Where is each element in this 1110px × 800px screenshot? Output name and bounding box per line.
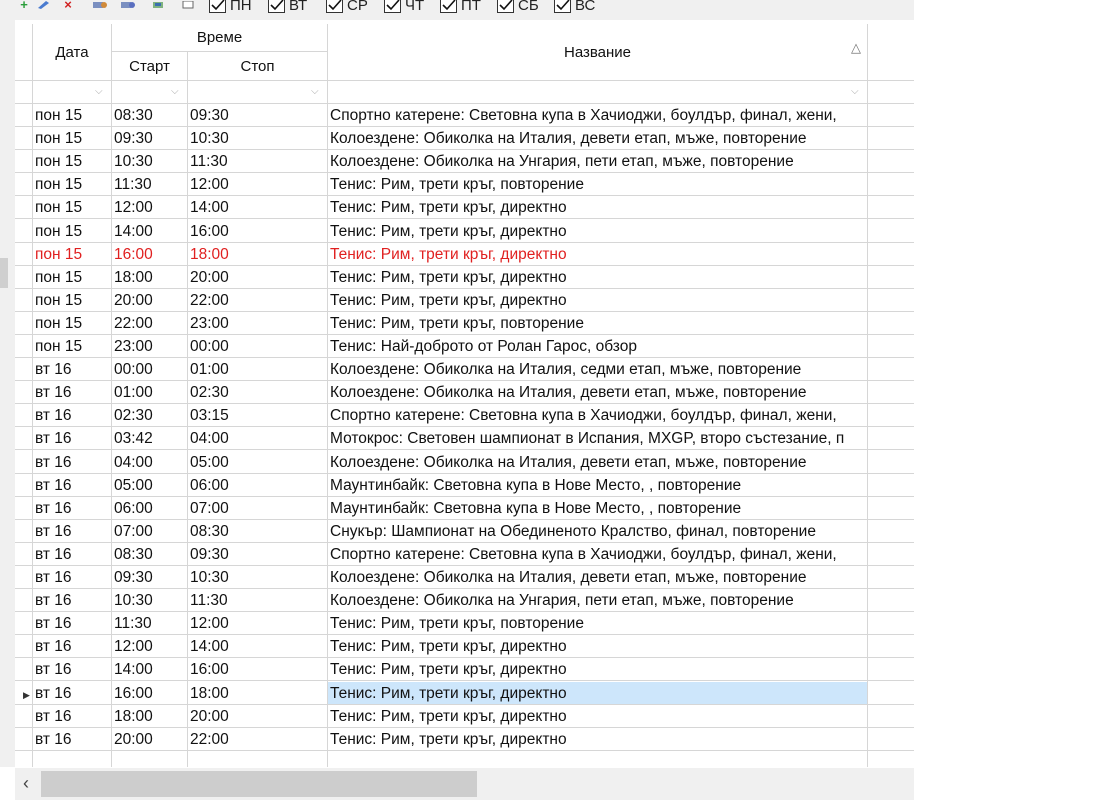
date-cell: пон 15 (35, 268, 83, 286)
stop-cell: 14:00 (190, 199, 229, 217)
start-cell: 18:00 (114, 268, 153, 286)
start-cell: 23:00 (114, 338, 153, 355)
table-row[interactable] (15, 289, 914, 312)
checkbox-checked-icon[interactable] (268, 0, 285, 13)
filter-dropdown-icon[interactable]: ⌵ (311, 86, 319, 97)
title-cell: Тенис: Рим, трети кръг, директно (330, 638, 567, 656)
title-cell: Тенис: Рим, трети кръг, повторение (330, 314, 584, 332)
title-cell: Маунтинбайк: Световна купа в Нове Место, , повторение (330, 499, 742, 517)
table-row[interactable] (15, 497, 914, 520)
title-cell: Тенис: Рим, трети кръг, директно (330, 707, 567, 725)
stop-cell: 10:30 (190, 130, 229, 148)
date-cell: вт 16 (35, 476, 72, 494)
start-cell: 16:00 (114, 245, 153, 263)
table-row[interactable] (15, 127, 914, 150)
scroll-left-icon[interactable]: ‹ (23, 773, 29, 793)
stop-cell: 16:00 (190, 222, 229, 240)
start-cell: 20:00 (114, 730, 153, 748)
title-cell: Спортно катерене: Световна купа в Хачиоджи, боулдър, финал, жени, (330, 545, 837, 563)
filter-dropdown-icon[interactable]: ⌵ (95, 86, 103, 97)
column-header-stop[interactable] (188, 52, 327, 80)
date-cell: пон 15 (35, 199, 83, 217)
date-cell: вт 16 (35, 707, 72, 725)
date-cell: пон 15 (35, 314, 83, 332)
date-cell: вт 16 (35, 545, 72, 563)
filter-dropdown-icon[interactable]: ⌵ (851, 86, 859, 97)
day-label: СР (347, 0, 368, 14)
scroll-marker (0, 258, 8, 288)
checkbox-checked-icon[interactable] (440, 0, 457, 13)
day-checkbox-fri[interactable] (440, 0, 481, 16)
refresh-icon[interactable] (150, 0, 166, 12)
title-cell: Тенис: Рим, трети кръг, директно (330, 661, 567, 679)
stop-cell: 14:00 (190, 638, 229, 656)
start-cell: 10:30 (114, 592, 153, 610)
current-row-indicator-icon: ▶ (23, 690, 30, 700)
table-row[interactable] (15, 635, 914, 658)
table-row[interactable] (15, 358, 914, 381)
date-cell: вт 16 (35, 569, 72, 586)
start-cell: 09:30 (114, 569, 153, 586)
day-checkbox-mon[interactable] (209, 0, 252, 16)
stop-cell: 06:00 (190, 476, 229, 494)
stop-cell: 02:30 (190, 384, 229, 402)
title-cell: Маунтинбайк: Световна купа в Нове Место, , повторение (330, 476, 742, 494)
date-cell: вт 16 (35, 361, 72, 379)
start-cell: 12:00 (114, 638, 153, 656)
checkbox-checked-icon[interactable] (497, 0, 514, 13)
date-cell: вт 16 (35, 499, 72, 517)
title-cell: Тенис: Рим, трети кръг, директно (330, 291, 567, 309)
date-cell: вт 16 (35, 638, 72, 656)
table-row[interactable] (15, 335, 914, 358)
table-row[interactable] (15, 196, 914, 219)
title-cell: Колоездене: Обиколка на Унгария, пети етап, мъже, повторение (330, 153, 794, 171)
stop-cell: 22:00 (190, 730, 229, 748)
start-cell: 12:00 (114, 199, 153, 217)
checkbox-checked-icon[interactable] (209, 0, 226, 13)
start-cell: 00:00 (114, 361, 153, 379)
db-icon-1[interactable] (92, 0, 108, 12)
start-cell: 18:00 (114, 707, 153, 725)
table-row[interactable] (15, 243, 914, 266)
date-cell: пон 15 (35, 176, 83, 194)
date-cell: вт 16 (35, 615, 72, 633)
edit-icon[interactable] (36, 0, 52, 12)
start-cell: 08:30 (114, 107, 153, 124)
stop-cell: 08:30 (190, 522, 229, 540)
checkbox-checked-icon[interactable] (384, 0, 401, 13)
date-cell: вт 16 (35, 522, 72, 540)
table-row[interactable] (15, 474, 914, 497)
stop-cell: 22:00 (190, 291, 229, 309)
title-cell: Тенис: Най-доброто от Ролан Гарос, обзор (330, 338, 637, 355)
stop-cell: 00:00 (190, 338, 229, 355)
date-cell: вт 16 (35, 384, 72, 402)
horizontal-scrollbar[interactable] (15, 768, 914, 800)
empty-area (914, 0, 1110, 800)
title-cell: Колоездене: Обиколка на Италия, девети етап, мъже, повторение (330, 453, 807, 471)
day-checkbox-thu[interactable] (384, 0, 424, 16)
table-row[interactable] (15, 658, 914, 681)
table-row[interactable] (15, 520, 914, 543)
date-cell: пон 15 (35, 153, 83, 171)
start-cell: 04:00 (114, 453, 153, 471)
title-cell: Тенис: Рим, трети кръг, директно (330, 245, 567, 263)
title-cell: Колоездене: Обиколка на Унгария, пети етап, мъже, повторение (330, 592, 794, 610)
table-row[interactable] (15, 427, 914, 450)
day-label: ПТ (461, 0, 481, 14)
header-group-divider (112, 51, 327, 52)
scrollbar-thumb[interactable] (41, 771, 477, 797)
day-checkbox-sat[interactable] (497, 0, 539, 16)
stop-cell: 20:00 (190, 707, 229, 725)
stop-cell: 18:00 (190, 684, 229, 702)
start-cell: 02:30 (114, 407, 153, 425)
checkbox-checked-icon[interactable] (326, 0, 343, 13)
start-cell: 14:00 (114, 661, 153, 679)
day-label: ВТ (289, 0, 308, 14)
table-row[interactable] (15, 543, 914, 566)
column-header-start[interactable] (112, 52, 187, 80)
date-cell: пон 15 (35, 107, 83, 124)
day-checkbox-sun[interactable] (554, 0, 595, 16)
day-label: ЧТ (405, 0, 425, 14)
title-cell: Тенис: Рим, трети кръг, повторение (330, 615, 584, 633)
title-cell: Тенис: Рим, трети кръг, директно (330, 268, 567, 286)
sort-ascending-icon[interactable]: △ (851, 40, 861, 55)
stop-cell: 12:00 (190, 176, 229, 194)
title-cell: Тенис: Рим, трети кръг, повторение (330, 176, 584, 194)
title-cell: Колоездене: Обиколка на Италия, девети етап, мъже, повторение (330, 384, 807, 402)
start-cell: 06:00 (114, 499, 153, 517)
date-cell: пон 15 (35, 130, 83, 148)
column-header-stop-label: Стоп (240, 57, 275, 75)
date-cell: пон 15 (35, 338, 83, 355)
stop-cell: 16:00 (190, 661, 229, 679)
date-cell: вт 16 (35, 430, 72, 448)
add-icon[interactable]: + (20, 0, 28, 12)
start-cell: 05:00 (114, 476, 153, 494)
title-cell: Тенис: Рим, трети кръг, директно (330, 199, 567, 217)
date-cell: вт 16 (35, 661, 72, 679)
schedule-grid (15, 20, 914, 767)
title-cell: Колоездене: Обиколка на Италия, девети етап, мъже, повторение (330, 130, 807, 148)
table-row[interactable] (15, 104, 914, 127)
start-cell: 01:00 (114, 384, 153, 402)
table-row[interactable] (15, 266, 914, 289)
date-cell: пон 15 (35, 245, 83, 263)
stop-cell: 09:30 (190, 107, 229, 124)
column-header-date-label: Дата (55, 43, 89, 61)
table-row[interactable] (15, 566, 914, 589)
day-checkbox-tue[interactable] (268, 0, 307, 16)
table-row[interactable] (15, 150, 914, 173)
delete-icon[interactable]: × (64, 0, 72, 12)
stop-cell: 11:30 (190, 592, 228, 610)
title-cell: Колоездене: Обиколка на Италия, девети етап, мъже, повторение (330, 569, 807, 586)
start-cell: 22:00 (114, 314, 153, 332)
document-icon[interactable] (180, 0, 196, 12)
table-row[interactable] (15, 682, 914, 705)
stop-cell: 23:00 (190, 314, 229, 332)
stop-cell: 20:00 (190, 268, 229, 286)
stop-cell: 04:00 (190, 430, 229, 448)
table-row[interactable] (15, 612, 914, 635)
start-cell: 20:00 (114, 291, 153, 309)
db-icon-2[interactable] (120, 0, 136, 12)
title-cell: Колоездене: Обиколка на Италия, седми етап, мъже, повторение (330, 361, 802, 379)
stop-cell: 10:30 (190, 569, 229, 586)
table-row[interactable] (15, 451, 914, 474)
column-header-title-label: Название (563, 43, 632, 61)
day-checkbox-wed[interactable] (326, 0, 368, 16)
table-row[interactable] (15, 312, 914, 335)
stop-cell: 18:00 (190, 245, 229, 263)
date-cell: вт 16 (35, 453, 72, 471)
start-cell: 08:30 (114, 545, 153, 563)
stop-cell: 11:30 (190, 153, 228, 171)
date-cell: вт 16 (35, 592, 72, 610)
title-cell: Тенис: Рим, трети кръг, директно (330, 684, 567, 702)
column-header-start-label: Старт (129, 57, 170, 75)
filter-dropdown-icon[interactable]: ⌵ (171, 86, 179, 97)
start-cell: 03:42 (114, 430, 153, 448)
date-cell: вт 16 (35, 730, 72, 748)
start-cell: 07:00 (114, 522, 153, 540)
table-row[interactable] (15, 173, 914, 196)
column-header-date[interactable] (33, 24, 111, 80)
table-row[interactable] (15, 728, 914, 751)
title-cell: Спортно катерене: Световна купа в Хачиоджи, боулдър, финал, жени, (330, 107, 837, 124)
table-row[interactable] (15, 705, 914, 728)
checkbox-checked-icon[interactable] (554, 0, 571, 13)
table-row[interactable] (15, 220, 914, 243)
table-row[interactable] (15, 589, 914, 612)
header-divider (15, 80, 914, 81)
day-label: ВС (575, 0, 596, 14)
left-gutter (0, 20, 15, 767)
title-cell: Тенис: Рим, трети кръг, директно (330, 222, 567, 240)
row-divider (15, 750, 914, 751)
start-cell: 11:30 (114, 176, 152, 194)
toolbar (0, 0, 914, 20)
start-cell: 16:00 (114, 684, 153, 702)
table-row[interactable] (15, 381, 914, 404)
table-row[interactable] (15, 404, 914, 427)
date-cell: пон 15 (35, 222, 83, 240)
stop-cell: 01:00 (190, 361, 229, 379)
start-cell: 11:30 (114, 615, 152, 633)
start-cell: 10:30 (114, 153, 153, 171)
stop-cell: 03:15 (190, 407, 229, 425)
column-group-header-time-label: Време (196, 29, 243, 46)
date-cell: вт 16 (35, 407, 72, 425)
column-group-header-time (112, 24, 327, 51)
title-cell: Мотокрос: Световен шампионат в Испания, MXGP, второ състезание, п (330, 430, 845, 448)
day-label: СБ (518, 0, 539, 14)
stop-cell: 05:00 (190, 453, 229, 471)
title-cell: Снукър: Шампионат на Обединеното Кралство, финал, повторение (330, 522, 816, 540)
stop-cell: 12:00 (190, 615, 229, 633)
start-cell: 09:30 (114, 130, 153, 148)
title-cell: Тенис: Рим, трети кръг, директно (330, 730, 567, 748)
date-cell: пон 15 (35, 291, 83, 309)
day-label: ПН (230, 0, 252, 14)
date-cell: вт 16 (35, 684, 72, 702)
stop-cell: 09:30 (190, 545, 229, 563)
stop-cell: 07:00 (190, 499, 229, 517)
title-cell: Спортно катерене: Световна купа в Хачиоджи, боулдър, финал, жени, (330, 407, 837, 425)
column-header-title[interactable] (328, 24, 867, 80)
start-cell: 14:00 (114, 222, 153, 240)
